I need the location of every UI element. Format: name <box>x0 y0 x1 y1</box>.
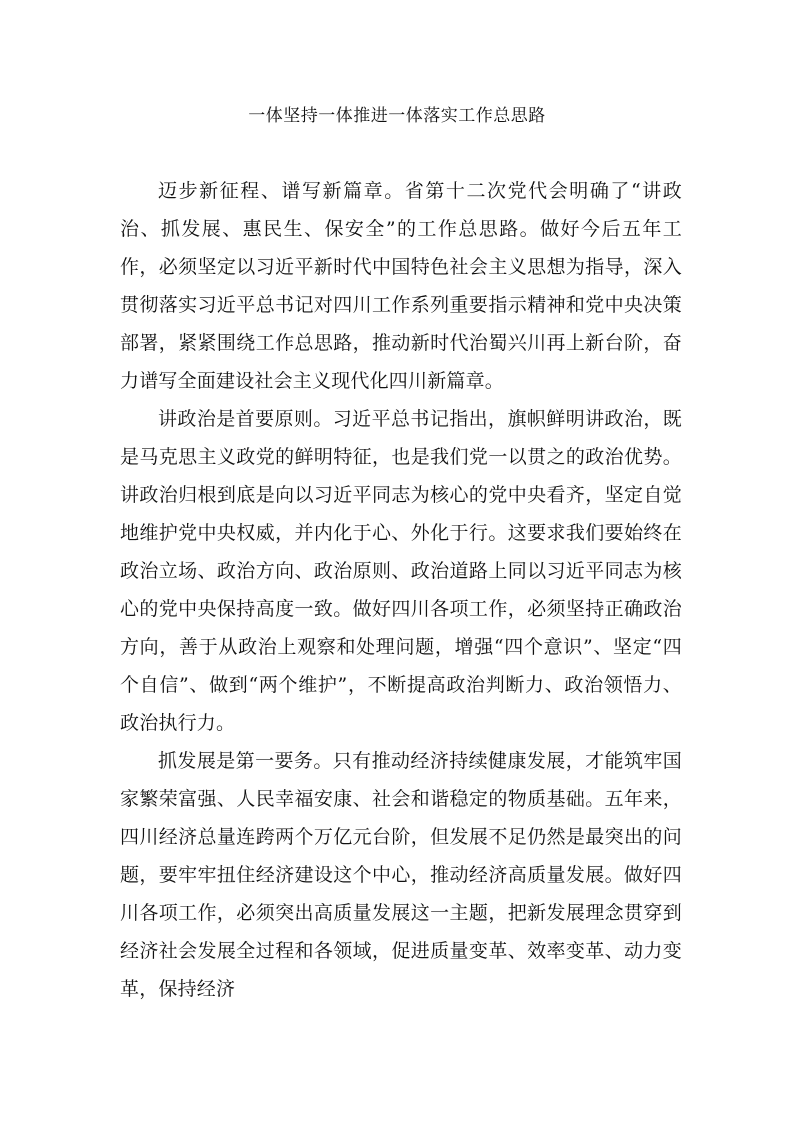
paragraph-intro: 迈步新征程、谱写新篇章。省第十二次党代会明确了“讲政治、抓发展、惠民生、保安全”的工作总思路。做好今后五年工作，必须坚定以习近平新时代中国特色社会主义思想为指导，深入贯彻落实习近平总书记对四川工作系列重要指示精神和党中央决策部署，紧紧围绕工作总思路，推动新时代治蜀兴川再上新台阶，奋力谱写全面建设社会主义现代化四川新篇章。 <box>120 180 682 392</box>
paragraph-development: 抓发展是第一要务。只有推动经济持续健康发展，才能筑牢国家繁荣富强、人民幸福安康、社会和谐稳定的物质基础。五年来，四川经济总量连跨两个万亿元台阶，但发展不足仍然是最突出的问题，要牢牢扭住经济建设这个中心，推动经济高质量发展。做好四川各项工作，必须突出高质量发展这一主题，把新发展理念贯穿到经济社会发展全过程和各领域，促进质量变革、效率变革、动力变革，保持经济 <box>120 750 682 1000</box>
document-body <box>120 172 682 1008</box>
document-title: 一体坚持一体推进一体落实工作总思路 <box>248 106 546 126</box>
paragraph-politics: 讲政治是首要原则。习近平总书记指出，旗帜鲜明讲政治，既是马克思主义政党的鲜明特征，也是我们党一以贯之的政治优势。讲政治归根到底是向以习近平同志为核心的党中央看齐，坚定自觉地维护党中央权威，并内化于心、外化于行。这要求我们要始终在政治立场、政治方向、政治原则、政治道路上同以习近平同志为核心的党中央保持高度一致。做好四川各项工作，必须坚持正确政治方向，善于从政治上观察和处理问题，增强“四个意识”、坚定“四个自信”、做到“两个维护”，不断提高政治判断力、政治领悟力、政治执行力。 <box>120 408 682 734</box>
